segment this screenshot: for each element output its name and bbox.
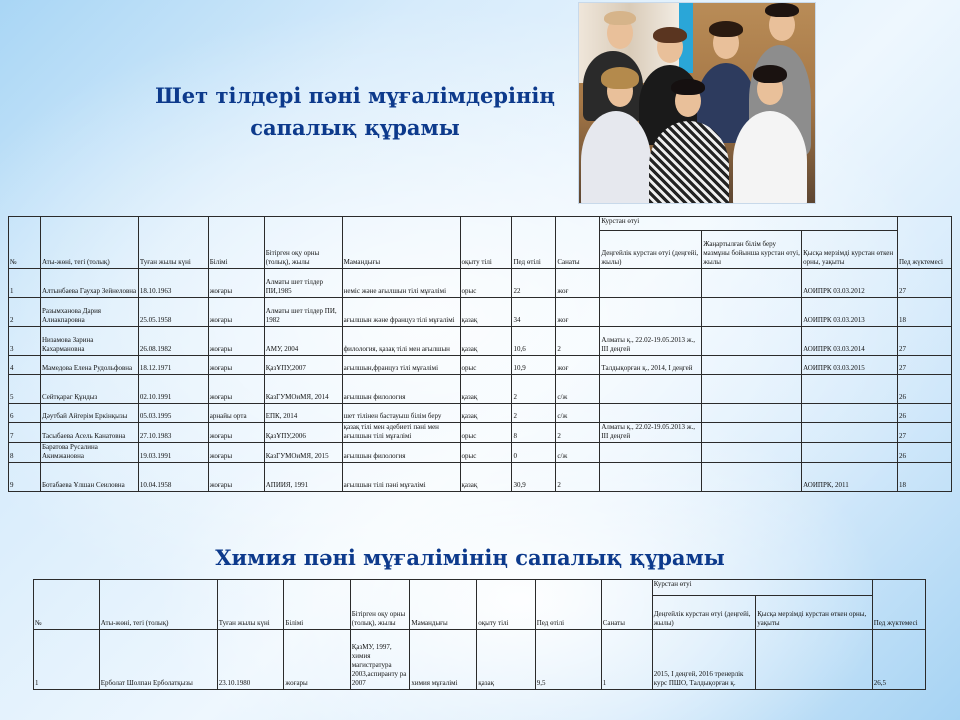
table-row <box>9 356 952 375</box>
col-header-name: Аты-жөні, тегі (толық) <box>40 217 138 269</box>
cell-short-course <box>802 375 898 404</box>
cell-language: қазақ <box>460 404 512 423</box>
cell-num: 9 <box>9 463 41 492</box>
cell-name: Алтынбаева Гаухар Зейнеловна <box>40 269 138 298</box>
cell-experience: 34 <box>512 298 556 327</box>
photo-hair <box>653 27 687 43</box>
photo-person <box>581 111 651 204</box>
col-header-load: Пед жүктемесі <box>872 580 925 630</box>
cell-specialty: химия мұғалімі <box>410 630 477 690</box>
cell-updated-course <box>702 298 802 327</box>
cell-birth: 23.10.1980 <box>217 630 284 690</box>
table-row <box>9 375 952 404</box>
cell-load: 27 <box>897 269 951 298</box>
cell-load: 18 <box>897 298 951 327</box>
cell-specialty: филология, қазақ тілі мен ағылшын <box>342 327 460 356</box>
cell-education: жоғары <box>208 463 264 492</box>
col-header-education: Білімі <box>284 580 350 630</box>
cell-category: 2 <box>556 327 600 356</box>
cell-institution: АМУ, 2004 <box>264 327 342 356</box>
cell-level-course: Талдықорған қ., 2014, I деңгей <box>600 356 702 375</box>
col-header-updated-course: Жаңартылған білім беру мазмұны бойынша курстан өтуі, жылы <box>702 231 802 269</box>
cell-load: 26 <box>897 404 951 423</box>
cell-category: с/ж <box>556 443 600 463</box>
cell-institution: ҚазМУ, 1997, химия магистратура 2003,аспиранту ра 2007 <box>350 630 410 690</box>
photo-hair <box>601 67 639 89</box>
cell-category: жоғ <box>556 269 600 298</box>
cell-num: 2 <box>9 298 41 327</box>
cell-level-course: Алматы қ., 22.02-19.05.2013 ж., III деңгей <box>600 423 702 443</box>
cell-institution: Алматы шет тілдер ПИ,1985 <box>264 269 342 298</box>
cell-short-course <box>802 423 898 443</box>
cell-institution: КазГУМОиМЯ, 2014 <box>264 375 342 404</box>
foreign-languages-teachers-table <box>8 216 952 492</box>
cell-birth: 18.12.1971 <box>138 356 208 375</box>
cell-short-course <box>802 404 898 423</box>
cell-education: жоғары <box>208 356 264 375</box>
col-header-institution: Бітірген оқу орны (толық), жылы <box>350 580 410 630</box>
cell-load: 26 <box>897 443 951 463</box>
cell-birth: 19.03.1991 <box>138 443 208 463</box>
cell-institution: КазГУМОиМЯ, 2015 <box>264 443 342 463</box>
cell-name: Низамова Зарина Кахармановна <box>40 327 138 356</box>
cell-level-course <box>600 298 702 327</box>
cell-updated-course <box>702 423 802 443</box>
cell-num: 7 <box>9 423 41 443</box>
cell-birth: 25.05.1958 <box>138 298 208 327</box>
table-row <box>9 463 952 492</box>
table-row <box>9 269 952 298</box>
col-header-level-course: Деңгейлік курстан өтуі (деңгейі, жылы) <box>652 596 756 630</box>
photo-person <box>733 111 807 204</box>
cell-specialty: ағылшын,француз тілі мұғалімі <box>342 356 460 375</box>
col-header-experience: Пед өтілі <box>535 580 601 630</box>
col-header-short-course: Қысқа мерзімді курстан өткен орны, уақыты <box>802 231 898 269</box>
cell-name: Сейтқараг Құндыз <box>40 375 138 404</box>
cell-language: қазақ <box>460 463 512 492</box>
cell-short-course <box>802 443 898 463</box>
col-header-short-course: Қысқа мерзімді курстан өткен орны, уақыты <box>756 596 872 630</box>
col-header-language: оқыту тілі <box>460 217 512 269</box>
page-title-chemistry: Химия пәні мұғалімінің сапалық құрамы <box>215 545 725 570</box>
col-header-birth: Туған жылы күні <box>217 580 284 630</box>
cell-experience: 8 <box>512 423 556 443</box>
cell-language: қазақ <box>477 630 535 690</box>
cell-language: орыс <box>460 356 512 375</box>
table-row <box>9 298 952 327</box>
cell-level-course <box>600 404 702 423</box>
col-header-specialty: Мамандығы <box>342 217 460 269</box>
cell-birth: 05.03.1995 <box>138 404 208 423</box>
cell-language: қазақ <box>460 327 512 356</box>
cell-language: орыс <box>460 423 512 443</box>
cell-short-course: АОИПРК 03.03.2013 <box>802 298 898 327</box>
cell-experience: 9,5 <box>535 630 601 690</box>
table-row <box>9 327 952 356</box>
cell-num: 1 <box>34 630 100 690</box>
photo-hair <box>604 11 636 25</box>
cell-num: 5 <box>9 375 41 404</box>
cell-birth: 27.10.1983 <box>138 423 208 443</box>
cell-education: жоғары <box>284 630 350 690</box>
cell-short-course: АОИПРК 03.03.2014 <box>802 327 898 356</box>
cell-birth: 02.10.1991 <box>138 375 208 404</box>
cell-level-course <box>600 375 702 404</box>
table-row <box>9 423 952 443</box>
cell-category: 1 <box>601 630 652 690</box>
table-row <box>34 630 926 690</box>
cell-load: 26,5 <box>872 630 925 690</box>
col-header-experience: Пед өтілі <box>512 217 556 269</box>
cell-specialty: неміс және ағылшын тілі мұғалімі <box>342 269 460 298</box>
col-header-num: № <box>9 217 41 269</box>
cell-updated-course <box>702 463 802 492</box>
cell-institution: ЕПК, 2014 <box>264 404 342 423</box>
cell-language: орыс <box>460 269 512 298</box>
cell-short-course: АОИПРК 03.03.2015 <box>802 356 898 375</box>
cell-name: Разымханова Дария Алиакпаровна <box>40 298 138 327</box>
cell-education: жоғары <box>208 375 264 404</box>
col-header-courses-group: Курстан өтуі <box>600 217 898 231</box>
cell-language: орыс <box>460 443 512 463</box>
cell-birth: 10.04.1958 <box>138 463 208 492</box>
table-row <box>9 404 952 423</box>
cell-experience: 30,9 <box>512 463 556 492</box>
table-row <box>9 443 952 463</box>
cell-education: жоғары <box>208 423 264 443</box>
cell-num: 1 <box>9 269 41 298</box>
cell-num: 4 <box>9 356 41 375</box>
cell-education: жоғары <box>208 269 264 298</box>
cell-experience: 0 <box>512 443 556 463</box>
col-header-category: Санаты <box>601 580 652 630</box>
cell-specialty: ағылшын тілі пәні мұғалімі <box>342 463 460 492</box>
col-header-birth: Туған жылы күні <box>138 217 208 269</box>
cell-education: жоғары <box>208 298 264 327</box>
cell-num: 8 <box>9 443 41 463</box>
cell-level-course: 2015, I деңгей, 2016 тренерлік курс ПШО, Талдықорған қ. <box>652 630 756 690</box>
cell-short-course: АОИПРК 03.03.2012 <box>802 269 898 298</box>
cell-num: 3 <box>9 327 41 356</box>
col-header-courses-group: Курстан өтуі <box>652 580 872 596</box>
cell-updated-course <box>702 375 802 404</box>
page-title-foreign-languages: Шет тілдері пәні мұғалімдерінің сапалық құрамы <box>155 83 555 140</box>
cell-name: Баратова Русалина Акимжановна <box>40 443 138 463</box>
col-header-category: Санаты <box>556 217 600 269</box>
table-header-row <box>9 217 952 231</box>
photo-person <box>649 121 729 204</box>
cell-institution: Алматы шет тілдер ПИ, 1982 <box>264 298 342 327</box>
cell-education: жоғары <box>208 327 264 356</box>
col-header-specialty: Мамандығы <box>410 580 477 630</box>
col-header-name: Аты-жөні, тегі (толық) <box>99 580 217 630</box>
cell-specialty: ағылшын және француз тілі мұғалімі <box>342 298 460 327</box>
group-photo <box>578 2 816 204</box>
cell-name: Дәутбай Айгерім Еркінқызы <box>40 404 138 423</box>
cell-load: 18 <box>897 463 951 492</box>
col-header-load: Пед жүктемесі <box>897 217 951 269</box>
cell-experience: 2 <box>512 375 556 404</box>
photo-hair <box>753 65 787 83</box>
cell-birth: 26.08.1982 <box>138 327 208 356</box>
cell-category: с/ж <box>556 375 600 404</box>
cell-num: 6 <box>9 404 41 423</box>
col-header-language: оқыту тілі <box>477 580 535 630</box>
cell-updated-course <box>702 269 802 298</box>
cell-category: 2 <box>556 463 600 492</box>
col-header-institution: Бітірген оқу орны (толық), жылы <box>264 217 342 269</box>
photo-hair <box>671 79 705 95</box>
cell-language: қазақ <box>460 298 512 327</box>
cell-experience: 10,9 <box>512 356 556 375</box>
cell-education: жоғары <box>208 443 264 463</box>
cell-name: Ерболат Шолпан Ерболатқызы <box>99 630 217 690</box>
cell-name: Мамедова Елена Рудольфовна <box>40 356 138 375</box>
cell-category: с/ж <box>556 404 600 423</box>
cell-category: жоғ <box>556 298 600 327</box>
cell-specialty: қазақ тілі мен әдебиеті пәні мен ағылшын тілі мұғалімі <box>342 423 460 443</box>
cell-updated-course <box>702 404 802 423</box>
cell-specialty: ағылшын филология <box>342 443 460 463</box>
cell-category: жоғ <box>556 356 600 375</box>
cell-short-course <box>756 630 872 690</box>
cell-experience: 10,6 <box>512 327 556 356</box>
chemistry-teacher-table <box>33 579 926 690</box>
cell-category: 2 <box>556 423 600 443</box>
cell-level-course <box>600 443 702 463</box>
cell-load: 27 <box>897 423 951 443</box>
cell-level-course: Алматы қ., 22.02-19.05.2013 ж., III деңгей <box>600 327 702 356</box>
cell-name: Тасыбаева Асель Канатовна <box>40 423 138 443</box>
cell-specialty: ағылшын филология <box>342 375 460 404</box>
cell-language: қазақ <box>460 375 512 404</box>
cell-experience: 2 <box>512 404 556 423</box>
cell-education: арнайы орта <box>208 404 264 423</box>
cell-birth: 18.10.1963 <box>138 269 208 298</box>
photo-hair <box>765 3 799 17</box>
photo-hair <box>709 21 743 37</box>
cell-load: 27 <box>897 327 951 356</box>
col-header-education: Білімі <box>208 217 264 269</box>
cell-level-course <box>600 269 702 298</box>
cell-institution: АПИИЯ, 1991 <box>264 463 342 492</box>
cell-load: 26 <box>897 375 951 404</box>
cell-institution: ҚазҰПУ,2006 <box>264 423 342 443</box>
cell-short-course: АОИПРК, 2011 <box>802 463 898 492</box>
cell-institution: ҚазҰПУ,2007 <box>264 356 342 375</box>
col-header-level-course: Деңгейлік курстан өтуі (деңгейі, жылы) <box>600 231 702 269</box>
cell-updated-course <box>702 356 802 375</box>
cell-name: Ботабаева Ұлшан Сеиловна <box>40 463 138 492</box>
cell-updated-course <box>702 443 802 463</box>
cell-updated-course <box>702 327 802 356</box>
cell-level-course <box>600 463 702 492</box>
cell-specialty: шет тілінен бастауыш білім беру <box>342 404 460 423</box>
table-header-row <box>34 580 926 596</box>
cell-load: 27 <box>897 356 951 375</box>
col-header-num: № <box>34 580 100 630</box>
cell-experience: 22 <box>512 269 556 298</box>
